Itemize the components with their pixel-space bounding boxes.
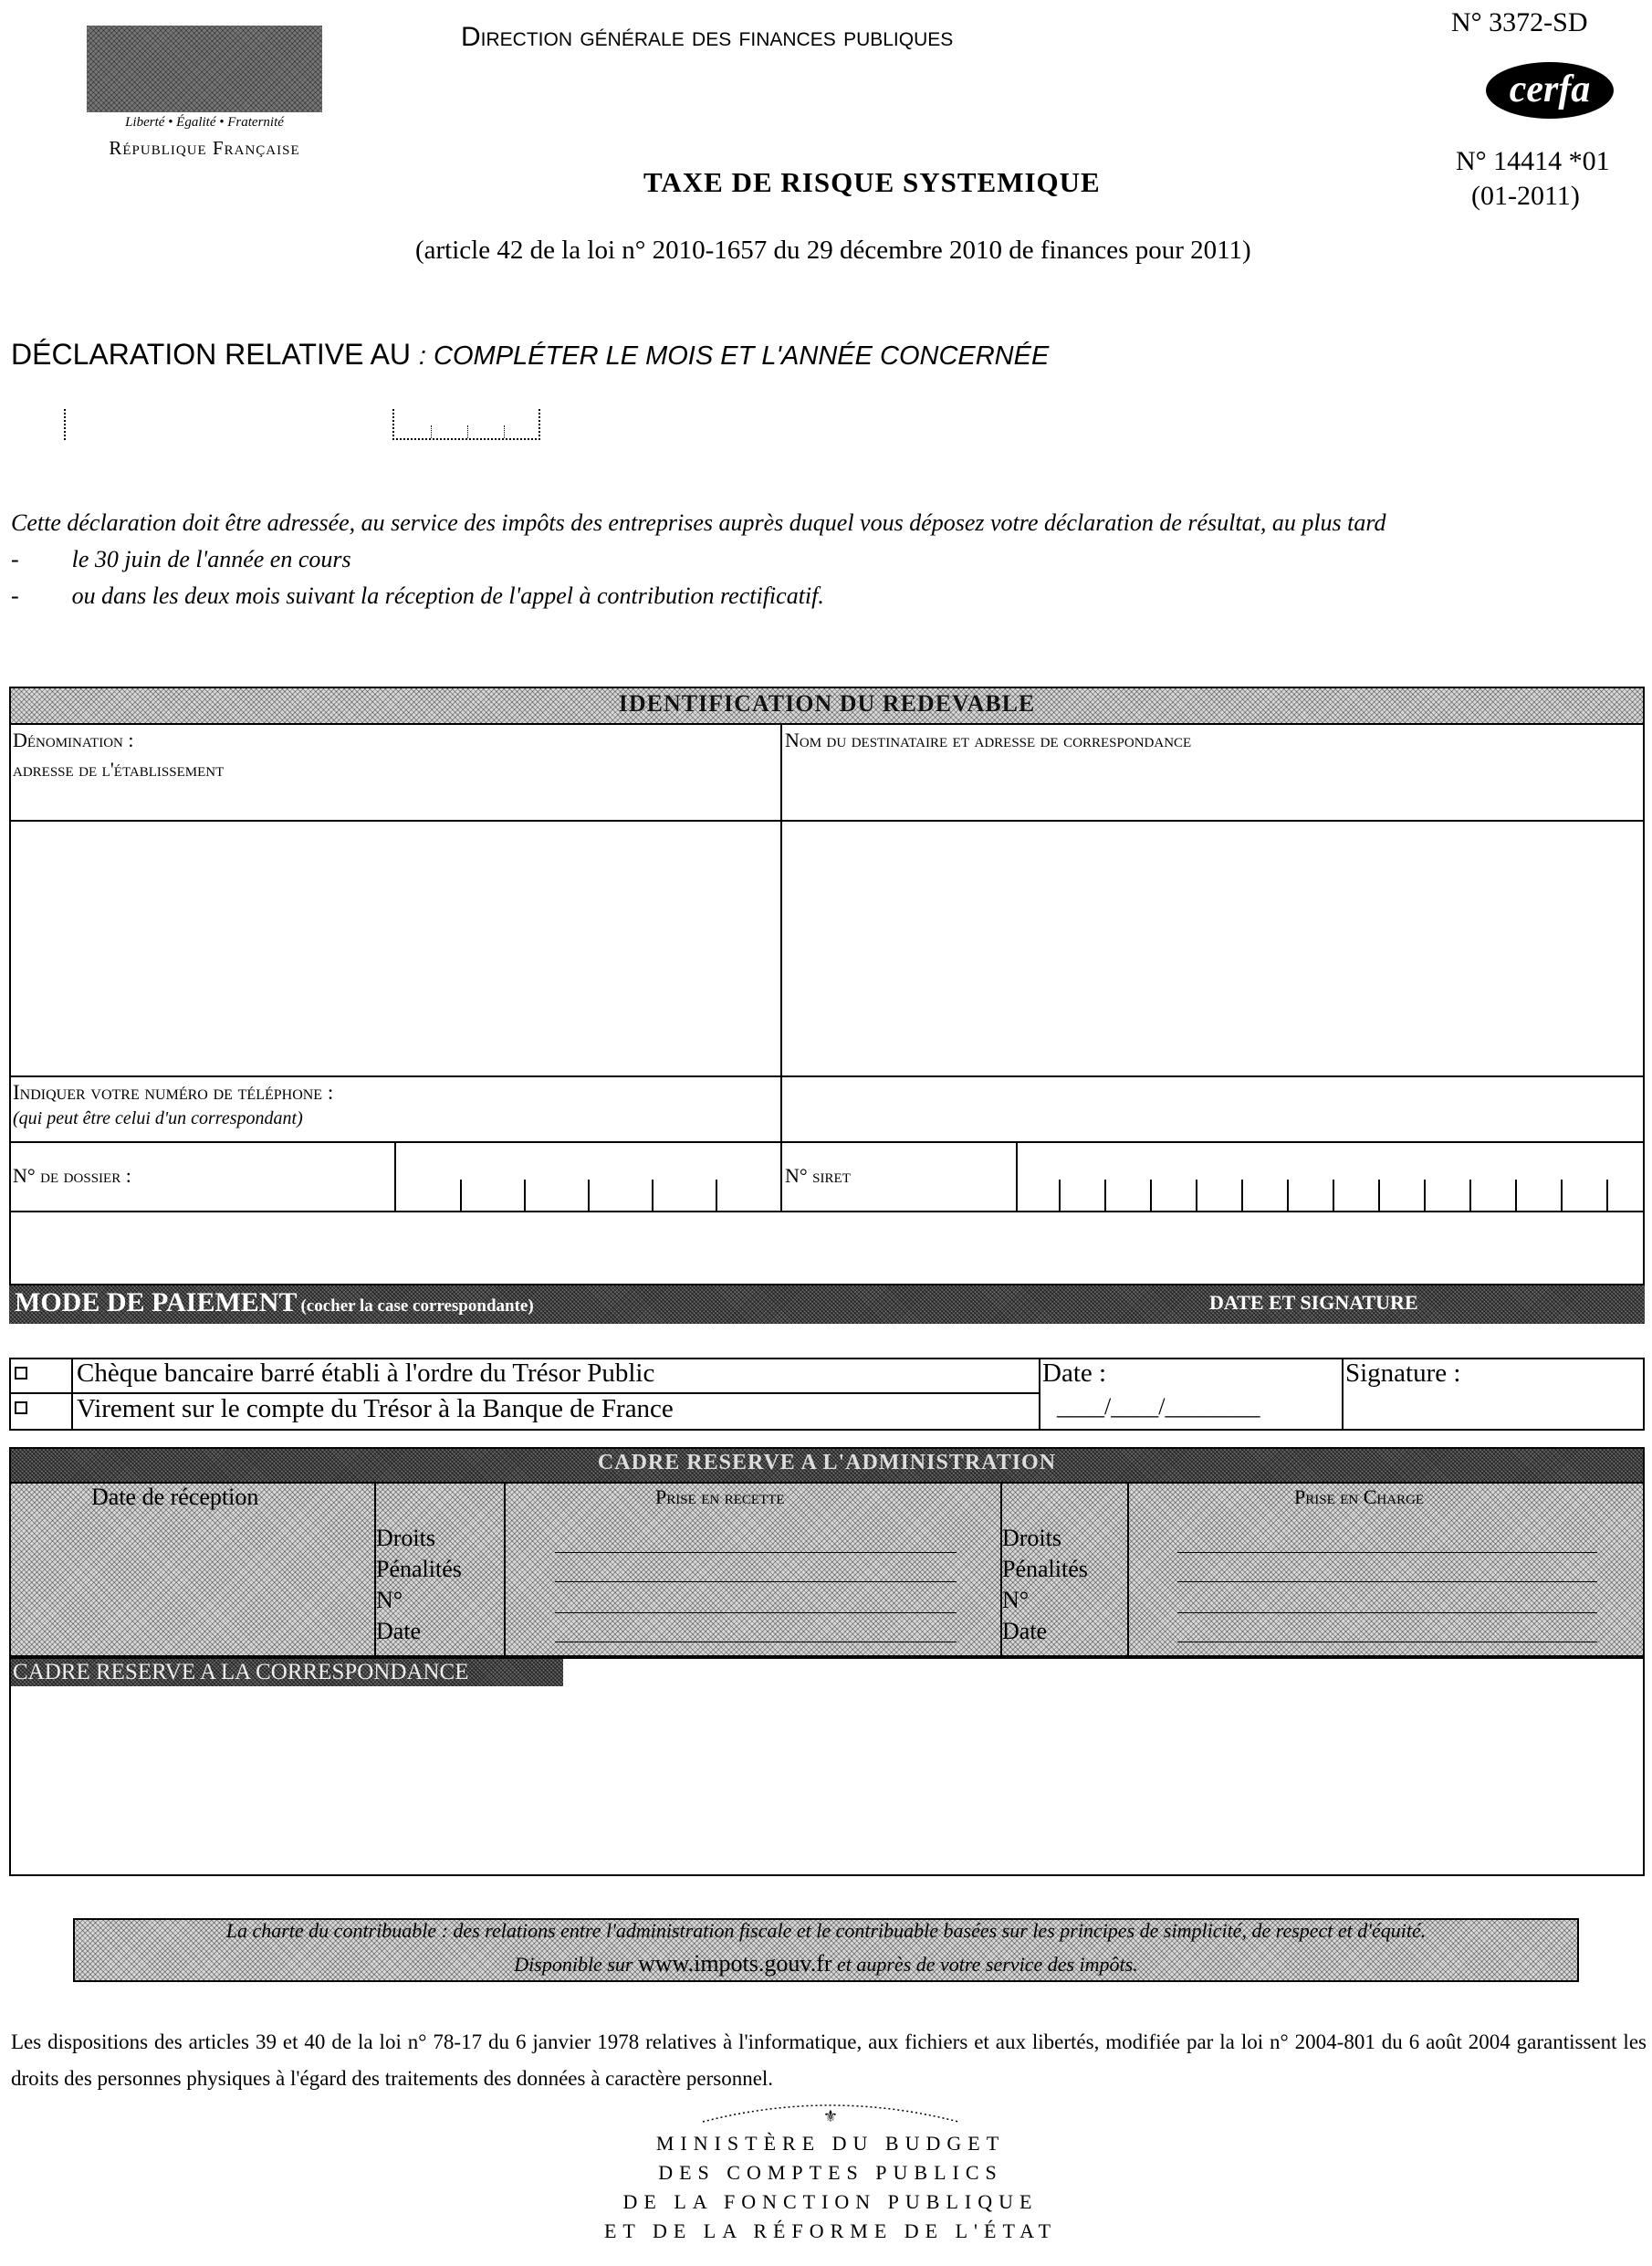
charge-line-3 xyxy=(1177,1612,1597,1613)
siret-label: N° siret xyxy=(785,1164,851,1187)
recipient-address-field[interactable] xyxy=(783,822,1643,1075)
correspondance-band-title: CADRE RESERVE A LA CORRESPONDANCE xyxy=(13,1660,469,1684)
law-reference: (article 42 de la loi n° 2010-1657 du 29 décembre 2010 de finances pour 2011) xyxy=(415,236,1251,265)
cheque-checkbox[interactable] xyxy=(15,1367,27,1384)
transfer-checkbox[interactable] xyxy=(15,1401,27,1419)
charge-line-2 xyxy=(1177,1581,1597,1582)
siret-number-field[interactable] xyxy=(1018,1143,1643,1211)
phone-field[interactable] xyxy=(783,1077,1643,1141)
recette-rows xyxy=(376,1523,462,1647)
notice-bullet-1-text: le 30 juin de l'année en cours xyxy=(71,546,351,572)
legal-notice: Les dispositions des articles 39 et 40 de la loi n° 78-17 du 6 janvier 1978 relatives à l'informatique, aux fichiers et aux libertés, modifiée par la loi n° 2004-801 du 6 août 2004 garantissent les droits des personnes physiques à l'égard des traitements des données à caractère personnel. xyxy=(11,2030,1647,2090)
recette-droits-label: Droits xyxy=(376,1525,435,1551)
identification-extra-field[interactable] xyxy=(11,1212,1643,1284)
charter-available-text: Disponible sur xyxy=(514,1953,633,1976)
notice-bullet-1: - le 30 juin de l'année en cours xyxy=(11,546,351,572)
ministry-block xyxy=(584,2129,1077,2246)
signature-label: Signature : xyxy=(1345,1359,1461,1388)
dossier-label: N° de dossier : xyxy=(13,1164,131,1187)
recipient-label: Nom du destinataire et adresse de correspondance xyxy=(785,729,1192,751)
recette-number-label: N° xyxy=(376,1587,403,1613)
form-title: TAXE DE RISQUE SYSTEMIQUE xyxy=(643,166,1101,198)
ministry-line-3: DE LA FONCTION PUBLIQUE xyxy=(622,2190,1039,2213)
cerfa-version: (01-2011) xyxy=(1471,181,1580,211)
date-field[interactable]: ____/____/________ xyxy=(1057,1393,1260,1420)
date-label: Date : xyxy=(1042,1359,1107,1388)
address-label: adresse de l'établissement xyxy=(13,758,225,781)
notice-bullet-2-text: ou dans les deux mois suivant la réception de l'appel à contribution rectificatif. xyxy=(71,582,824,609)
prise-charge-label: Prise en Charge xyxy=(1294,1485,1425,1508)
marianne-emblem-icon xyxy=(87,26,322,112)
charge-line-1 xyxy=(1177,1552,1597,1553)
declaration-instruction: : COMPLÉTER LE MOIS ET L'ANNÉE CONCERNÉE xyxy=(418,341,1050,371)
charge-number-label: N° xyxy=(1002,1587,1030,1613)
charter-line-1: La charte du contribuable : des relations entre l'administration fiscale et le contribuable basées sur les principes de simplicité, de respect et d'équité. xyxy=(225,1919,1427,1942)
payment-band xyxy=(9,1285,1645,1324)
recette-date-label: Date xyxy=(376,1618,422,1644)
emblem-motto: Liberté • Égalité • Fraternité xyxy=(125,115,284,130)
reception-date-label: Date de réception xyxy=(91,1484,259,1510)
recette-line-2 xyxy=(555,1581,957,1582)
declaration-label: DÉCLARATION RELATIVE AU xyxy=(11,338,412,371)
republic-logo xyxy=(87,26,324,172)
ministry-line-2: DES COMPTES PUBLICS xyxy=(658,2161,1003,2184)
prise-recette-label: Prise en recette xyxy=(655,1485,785,1508)
month-field[interactable] xyxy=(64,409,68,440)
recette-line-1 xyxy=(555,1552,957,1553)
establishment-address-field[interactable] xyxy=(11,822,779,1075)
cerfa-logo xyxy=(1486,62,1614,119)
signature-field[interactable] xyxy=(1345,1392,1643,1429)
year-field[interactable] xyxy=(392,409,540,440)
svg-text:⚜: ⚜ xyxy=(822,2107,839,2125)
recette-line-3 xyxy=(555,1612,957,1613)
form-number: N° 3372-SD xyxy=(1451,7,1588,37)
charge-droits-label: Droits xyxy=(1002,1525,1061,1551)
declaration-heading xyxy=(11,338,1049,372)
charge-penalites-label: Pénalités xyxy=(1002,1556,1088,1582)
payment-band-note: (cocher la case correspondante) xyxy=(300,1296,534,1316)
payment-band-title xyxy=(15,1287,534,1318)
correspondance-band xyxy=(11,1659,563,1686)
dossier-number-field[interactable] xyxy=(396,1143,779,1211)
charter-service-text: et auprès de votre service des impôts. xyxy=(837,1953,1138,1976)
correspondance-field[interactable] xyxy=(11,1688,1643,1874)
identification-band-title: IDENTIFICATION DU REDEVABLE xyxy=(618,690,1036,717)
admin-band xyxy=(11,1449,1643,1482)
republic-name: République Française xyxy=(109,137,300,159)
charge-rows xyxy=(1002,1523,1088,1647)
signature-band-title: DATE ET SIGNATURE xyxy=(1209,1291,1418,1314)
cheque-option-label: Chèque bancaire barré établi à l'ordre du Trésor Public xyxy=(77,1359,655,1388)
charter-line-2 xyxy=(77,1950,1575,1978)
payment-band-label: MODE DE PAIEMENT xyxy=(15,1287,298,1317)
direction-title: Direction générale des finances publiques xyxy=(461,22,954,52)
admin-band-title: CADRE RESERVE A L'ADMINISTRATION xyxy=(597,1451,1057,1474)
charge-date-label: Date xyxy=(1002,1618,1048,1644)
identification-band xyxy=(11,688,1643,723)
cerfa-logo-text: cerfa xyxy=(1509,68,1591,110)
transfer-option-label: Virement sur le compte du Trésor à la Banque de France xyxy=(77,1394,674,1423)
ministry-line-4: ET DE LA RÉFORME DE L'ÉTAT xyxy=(603,2219,1058,2242)
notice-text: Cette déclaration doit être adressée, au service des impôts des entreprises auprès duquel vous déposez votre déclaration de résultat, au plus tard xyxy=(11,509,1386,536)
recette-penalites-label: Pénalités xyxy=(376,1556,462,1582)
phone-note: (qui peut être celui d'un correspondant) xyxy=(13,1108,303,1128)
notice-bullet-2: - ou dans les deux mois suivant la réception de l'appel à contribution rectificatif. xyxy=(11,582,824,609)
impots-website-link[interactable]: www.impots.gouv.fr xyxy=(637,1950,832,1977)
denomination-label: Dénomination : xyxy=(13,729,134,751)
ministry-line-1: MINISTÈRE DU BUDGET xyxy=(655,2132,1006,2155)
ministry-emblem-icon xyxy=(694,2098,967,2125)
cerfa-number: N° 14414 *01 xyxy=(1456,146,1610,176)
phone-label: Indiquer votre numéro de téléphone : xyxy=(13,1081,334,1104)
